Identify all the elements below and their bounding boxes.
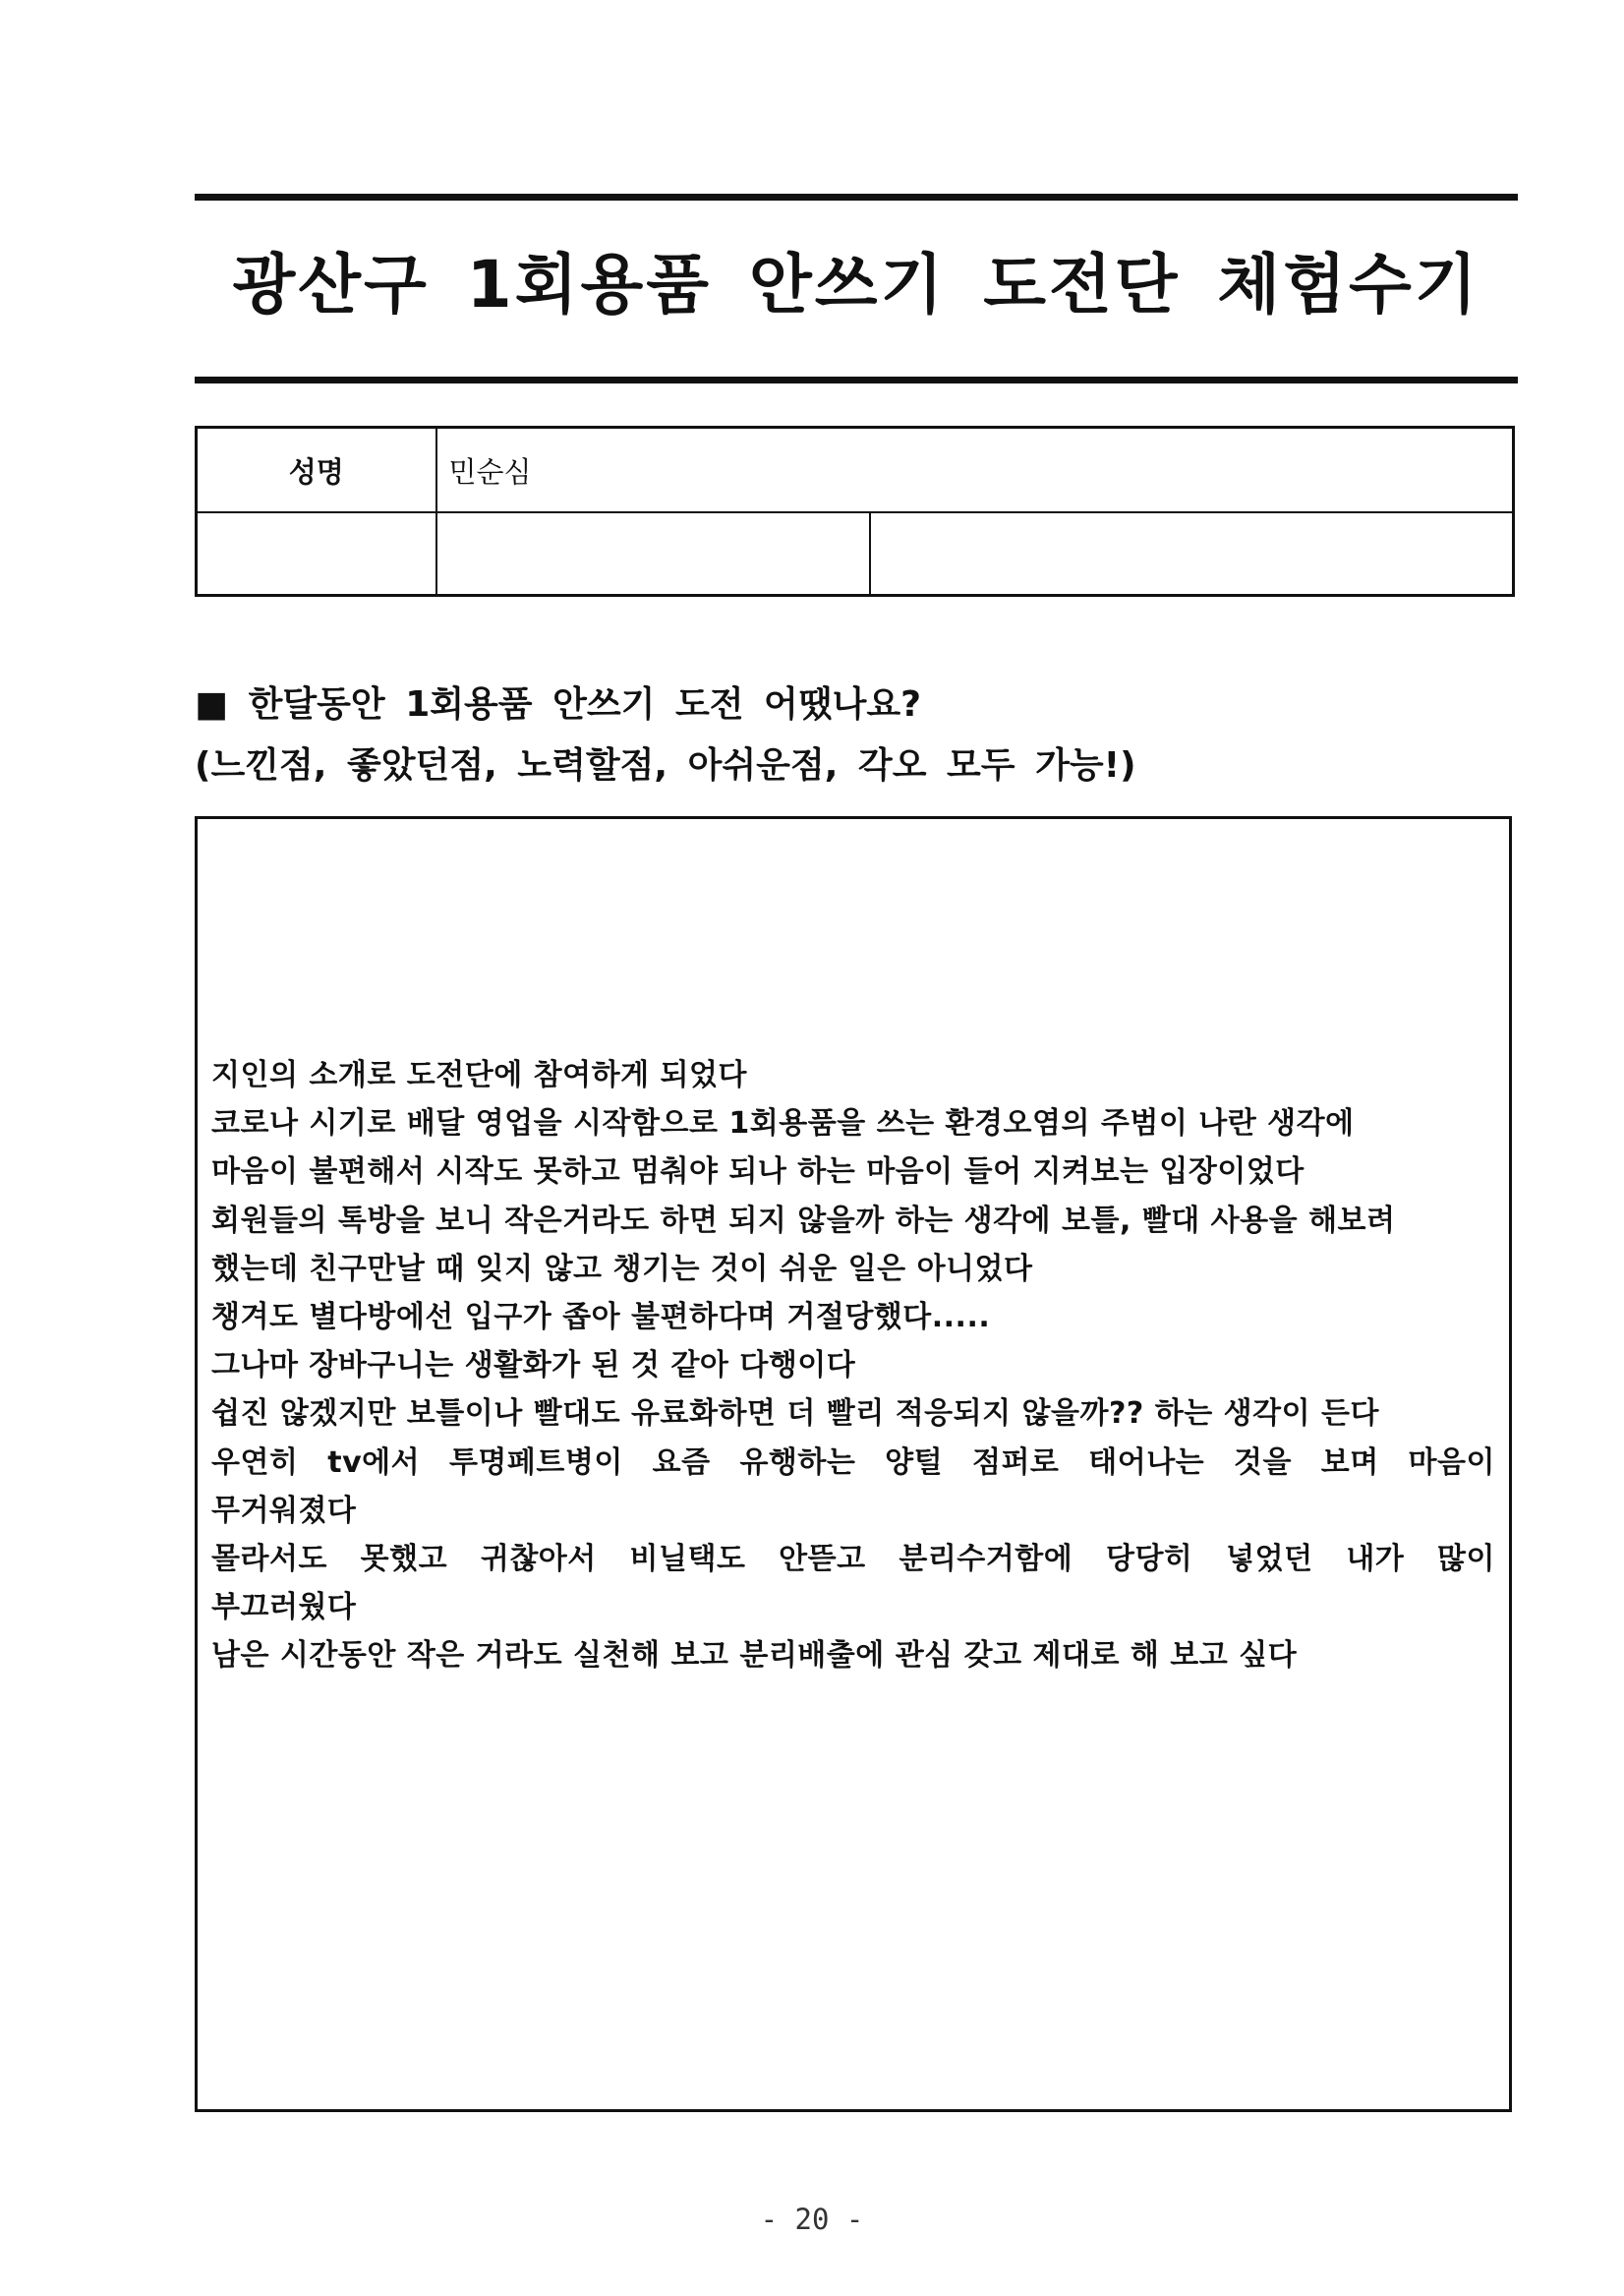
essay-line: 마음이 불편해서 시작도 못하고 멈춰야 되나 하는 마음이 들어 지켜보는 입장이었다 (211, 1154, 1305, 1190)
essay-line: 몰라서도 못했고 귀찮아서 비닐택도 안뜯고 분리수거함에 당당히 넣었던 내가 많이 (211, 1542, 1495, 1577)
question-line-1 (195, 675, 1512, 736)
question-line-2: (느낀점, 좋았던점, 노력할점, 아쉬운점, 각오 모두 가능!) (195, 745, 1136, 786)
essay-line: 남은 시간동안 작은 거라도 실천해 보고 분리배출에 관심 갖고 제대로 해 보고 싶다 (211, 1638, 1298, 1674)
bottom-rule (195, 377, 1518, 383)
essay-box (195, 816, 1512, 2112)
essay-line: 그나마 장바구니는 생활화가 된 것 같아 다행이다 (211, 1348, 856, 1383)
essay-line: 무거워졌다 (211, 1493, 357, 1528)
essay-line: 코로나 시기로 배달 영업을 시작함으로 1회용품을 쓰는 환경오염의 주범이 나란 생각에 (211, 1106, 1355, 1142)
info-row-name (197, 428, 1514, 513)
info-row-2 (197, 512, 1514, 596)
essay-line: 우연히 tv에서 투명페트병이 요즘 유행하는 양털 점퍼로 태어나는 것을 보며 마음이 (211, 1444, 1495, 1480)
name-value: 민순심 (436, 428, 1514, 513)
info-cell-1 (197, 512, 436, 596)
essay-line: 챙겨도 별다방에선 입구가 좁아 불편하다며 거절당했다..... (211, 1300, 991, 1335)
info-cell-3 (870, 512, 1514, 596)
essay-text (211, 1051, 1495, 1680)
question-text: 한달동안 1회용품 안쓰기 도전 어땠나요? (248, 684, 922, 725)
page-number: - 20 - (760, 2203, 864, 2236)
info-cell-2 (436, 512, 870, 596)
name-label: 성명 (197, 428, 436, 513)
essay-line: 부끄러웠다 (211, 1590, 357, 1625)
essay-line: 지인의 소개로 도전단에 참여하게 되었다 (211, 1058, 747, 1092)
question-heading (195, 675, 1512, 796)
essay-line: 쉽진 않겠지만 보틀이나 빨대도 유료화하면 더 빨리 적응되지 않을까?? 하는 생각이 든다 (211, 1396, 1379, 1432)
info-table (195, 426, 1515, 597)
essay-line: 했는데 친구만날 때 잊지 않고 챙기는 것이 쉬운 일은 아니었다 (211, 1251, 1033, 1286)
square-marker-icon: ■ (195, 684, 229, 725)
top-rule (195, 194, 1518, 201)
document-title: 광산구 1회용품 안쓰기 도전단 체험수기 (232, 247, 1480, 323)
essay-line: 회원들의 톡방을 보니 작은거라도 하면 되지 않을까 하는 생각에 보틀, 빨대 사용을 해보려 (211, 1203, 1396, 1238)
